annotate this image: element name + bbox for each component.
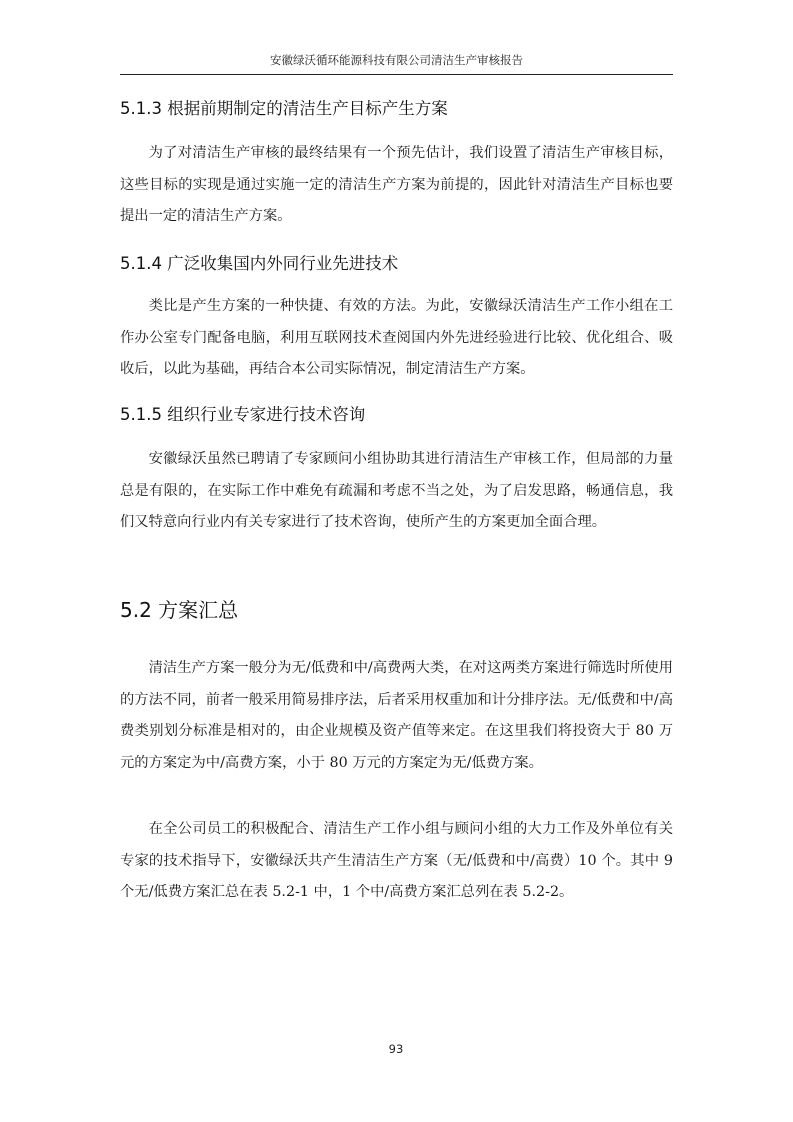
- paragraph-5-2-summary: 在全公司员工的积极配合、清洁生产工作小组与顾问小组的大力工作及外单位有关专家的技术指导下，安徽绿沃共产生清洁生产方案（无/低费和中/高费）10 个。其中 9 个无/低费方案汇总在表 5.2-1 中，1 个中/高费方案汇总列在表 5.2-2。: [120, 821, 673, 900]
- section-heading-5-2: 5.2 方案汇总: [120, 598, 239, 622]
- section-heading-5-1-4: 5.1.4 广泛收集国内外同行业先进技术: [120, 254, 399, 273]
- paragraph-5-1-3: 为了对清洁生产审核的最终结果有一个预先估计，我们设置了清洁生产审核目标，这些目标的实现是通过实施一定的清洁生产方案为前提的，因此针对清洁生产目标也要提出一定的清洁生产方案。: [120, 145, 673, 224]
- section-heading-5-1-5: 5.1.5 组织行业专家进行技术咨询: [120, 405, 366, 424]
- section-heading-5-1-3: 5.1.3 根据前期制定的清洁生产目标产生方案: [120, 99, 448, 118]
- paragraph-5-1-4: 类比是产生方案的一种快捷、有效的方法。为此，安徽绿沃清洁生产工作小组在工作办公室专门配备电脑，利用互联网技术查阅国内外先进经验进行比较、优化组合、吸收后，以此为基础，再结合本公司实际情况，制定清洁生产方案。: [120, 298, 673, 377]
- header-divider: [120, 74, 673, 75]
- running-header: 安徽绿沃循环能源科技有限公司清洁生产审核报告: [270, 53, 523, 67]
- paragraph-5-1-5: 安徽绿沃虽然已聘请了专家顾问小组协助其进行清洁生产审核工作，但局部的力量总是有限的，在实际工作中难免有疏漏和考虑不当之处，为了启发思路，畅通信息，我们又特意向行业内有关专家进行了技术咨询，使所产生的方案更加全面合理。: [120, 451, 673, 530]
- paragraph-5-2-intro: 清洁生产方案一般分为无/低费和中/高费两大类，在对这两类方案进行筛选时所使用的方法不同，前者一般采用简易排序法，后者采用权重加和计分排序法。无/低费和中/高费类别划分标准是相对的，由企业规模及资产值等来定。在这里我们将投资大于 80 万元的方案定为中/高费方案，小于 80 万元的方案定为无/低费方案。: [120, 660, 673, 771]
- page-number: 93: [388, 1042, 404, 1056]
